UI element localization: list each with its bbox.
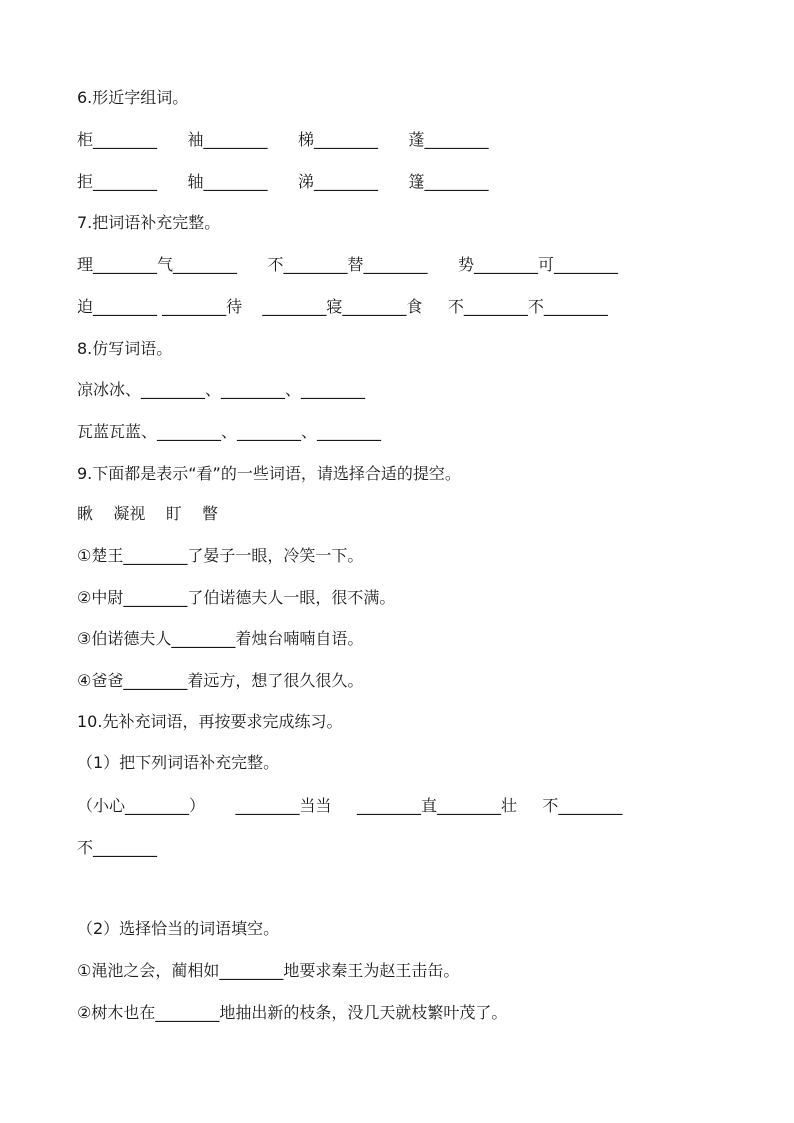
- q6-row-2: 拒________ 轴________ 涕________ 篷________: [77, 172, 489, 191]
- q10-part2-sentence-2: ②树木也在________地抽出新的枝条，没几天就枝繁叶茂了。: [77, 1003, 508, 1022]
- q6-row-1: 柜________ 袖________ 梯________ 蓬________: [77, 130, 489, 149]
- q9-word-bank: 瞅 凝视 盯 瞥: [77, 504, 219, 523]
- q10-part1-title: （1）把下列词语补充完整。: [77, 753, 280, 772]
- q7-title: 7.把词语补充完整。: [77, 213, 221, 232]
- q10-part2-title: （2）选择恰当的词语填空。: [77, 919, 280, 938]
- q7-row-1: 理________气________ 不________替________ 势________可________: [77, 255, 619, 274]
- q10-part1-row-1: （小心________） ________当当 ________直________壮 不________: [77, 796, 623, 815]
- q10-part2-sentence-1: ①渑池之会，蔺相如________地要求秦王为赵王击缶。: [77, 961, 460, 980]
- q6-title: 6.形近字组词。: [77, 88, 189, 107]
- q9-sentence-3: ③伯诺德夫人________着烛台喃喃自语。: [77, 629, 364, 648]
- q8-row-1: 凉冰冰、________、________、________: [77, 380, 366, 399]
- q9-sentence-2: ②中尉________了伯诺德夫人一眼，很不满。: [77, 588, 396, 607]
- q9-title: 9.下面都是表示“看”的一些词语，请选择合适的提空。: [77, 464, 461, 483]
- q9-sentence-1: ①楚王________了晏子一眼，冷笑一下。: [77, 546, 364, 565]
- q10-title: 10.先补充词语，再按要求完成练习。: [77, 712, 343, 731]
- q7-row-2: 迫________ ________待 ________寝________食 不________不________: [77, 297, 608, 316]
- q9-sentence-4: ④爸爸________着远方，想了很久很久。: [77, 671, 364, 690]
- q8-title: 8.仿写词语。: [77, 339, 173, 358]
- q10-part1-row-2: 不________: [77, 838, 158, 857]
- q8-row-2: 瓦蓝瓦蓝、________、________、________: [77, 422, 382, 441]
